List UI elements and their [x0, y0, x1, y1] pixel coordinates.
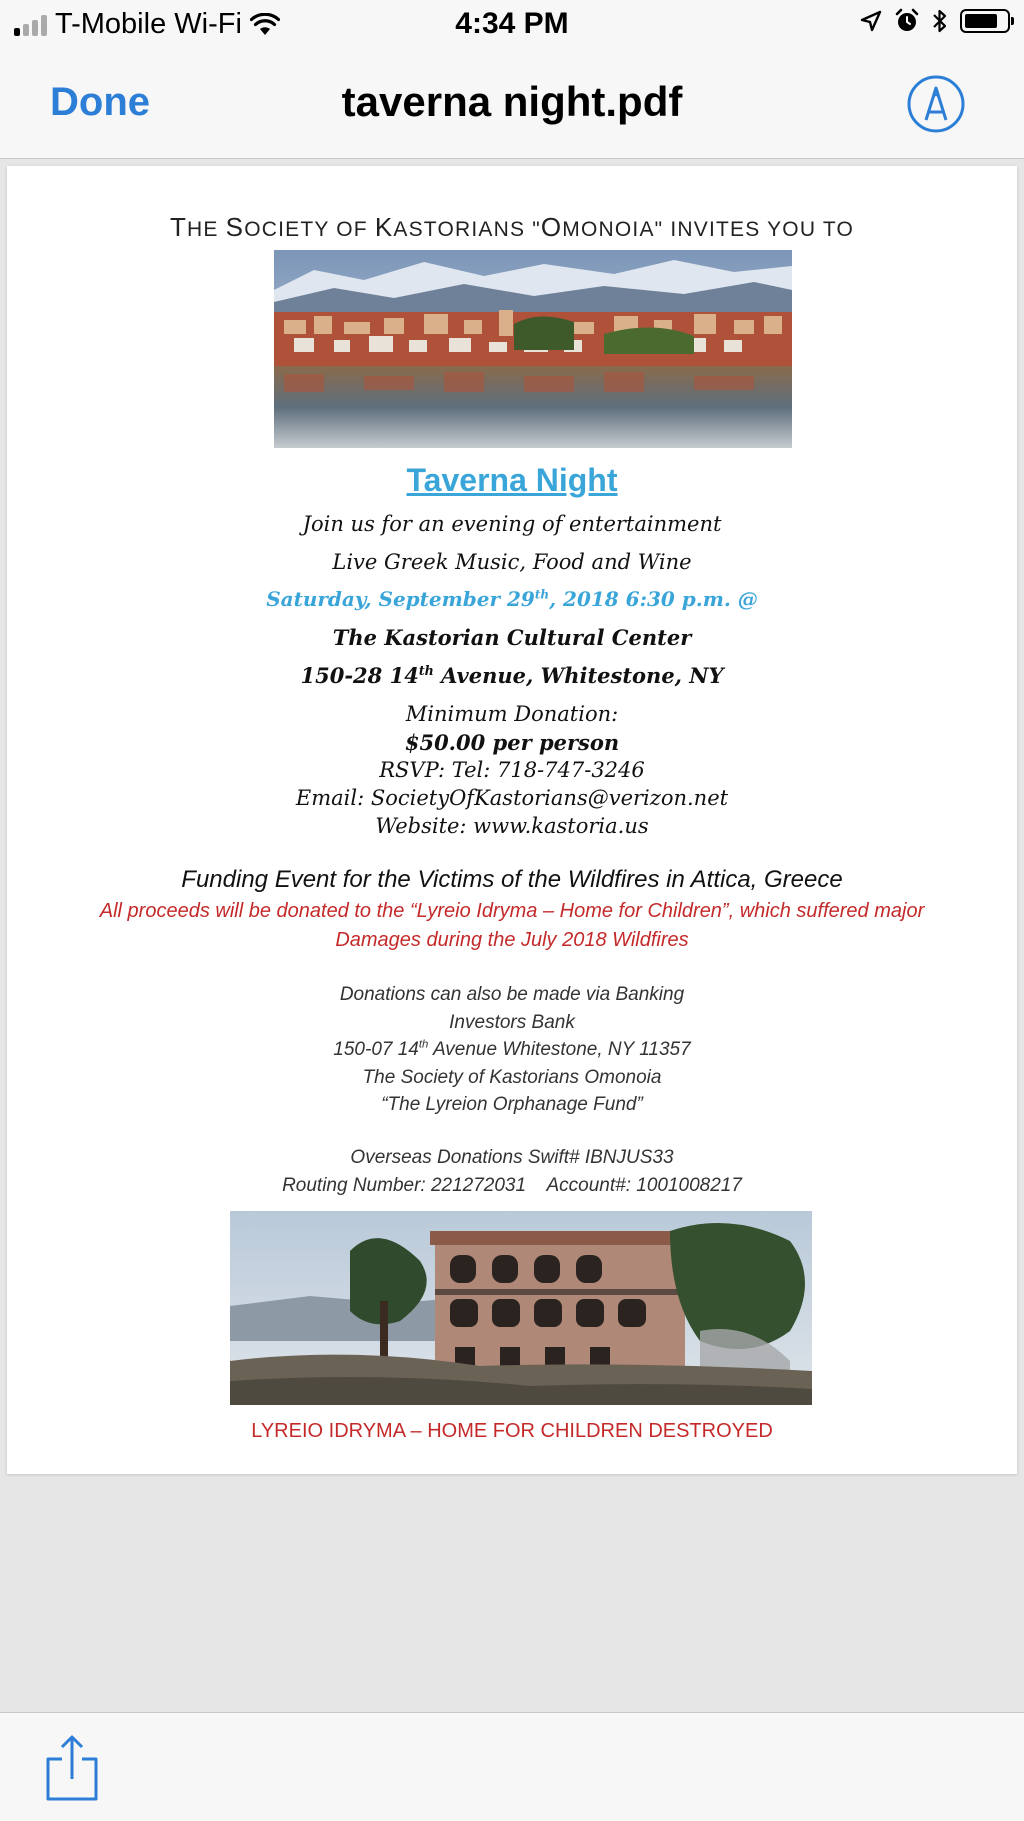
address-ordinal: th — [418, 663, 434, 678]
invite-word: OCIETY OF — [244, 218, 375, 241]
bank-address-number: 150-07 14 — [333, 1039, 419, 1060]
contact-email: Email: SocietyOfKastorians@verizon.net — [295, 786, 729, 810]
date-text: Saturday, September 29 — [266, 587, 535, 611]
address-number: 150-28 14 — [300, 663, 419, 688]
funding-heading: Funding Event for the Victims of the Wildfires in Attica, Greece — [181, 866, 843, 893]
routing-line — [7, 1175, 1017, 1197]
photo-caption: LYREIO IDRYMA – HOME FOR CHILDREN DESTROYED — [251, 1420, 773, 1442]
account-holder: The Society of Kastorians Omonoia — [362, 1067, 662, 1088]
website-line: Website: www.kastoria.us — [375, 814, 649, 838]
proceeds-line-2: Damages during the July 2018 Wildfires — [335, 929, 689, 951]
share-icon[interactable] — [44, 1733, 100, 1803]
bottom-toolbar — [0, 1712, 1024, 1821]
markup-pen-icon[interactable] — [906, 74, 966, 134]
alarm-icon — [894, 8, 920, 34]
min-donation-label: Minimum Donation: — [405, 702, 619, 726]
document-title: taverna night.pdf — [341, 78, 683, 125]
join-line: Join us for an evening of entertainment — [302, 512, 722, 536]
bank-address-rest: Avenue Whitestone, NY 11357 — [428, 1039, 691, 1060]
date-ordinal: th — [534, 587, 550, 602]
swift-line: Overseas Donations Swift# IBNJUS33 — [350, 1147, 674, 1168]
status-time: 4:34 PM — [455, 7, 569, 40]
bank-address-ordinal: th — [418, 1038, 429, 1051]
venue-address — [7, 663, 1017, 688]
invite-cap-letter: T — [169, 212, 188, 242]
bank-address — [7, 1039, 1017, 1061]
kastoria-town-photo — [274, 250, 792, 448]
navigation-bar — [0, 50, 1024, 159]
bank-name: Investors Bank — [449, 1012, 575, 1033]
battery-icon — [960, 9, 1010, 33]
event-title: Taverna Night — [406, 462, 618, 498]
event-date — [7, 587, 1017, 611]
fund-name: “The Lyreion Orphanage Fund” — [381, 1094, 643, 1115]
proceeds-line-1: All proceeds will be donated to the “Lyreio Idryma – Home for Children”, which suffered major — [99, 900, 925, 922]
invitation-heading — [7, 212, 1017, 243]
battery-level-fill — [965, 14, 997, 28]
pdf-page — [7, 166, 1017, 1474]
banking-line-1: Donations can also be made via Banking — [339, 984, 685, 1005]
invite-word: HE — [187, 218, 226, 241]
venue-name: The Kastorian Cultural Center — [332, 625, 692, 650]
status-bar — [0, 0, 1024, 50]
status-right — [860, 8, 1010, 34]
invite-word: MONOIA" INVITES YOU TO — [562, 218, 855, 241]
carrier-label: T-Mobile Wi-Fi — [55, 8, 242, 40]
address-rest: Avenue, Whitestone, NY — [433, 663, 724, 688]
date-time: , 2018 6:30 p.m. @ — [549, 587, 758, 611]
invite-cap-letter: K — [374, 212, 394, 242]
music-line: Live Greek Music, Food and Wine — [332, 550, 692, 574]
burned-building-photo — [230, 1211, 812, 1405]
rsvp-phone: RSVP: Tel: 718-747-3246 — [379, 758, 645, 782]
routing-text: Routing Number: 221272031 Account#: 1001008217 — [282, 1175, 742, 1196]
donation-price: $50.00 per person — [404, 730, 620, 755]
bluetooth-icon — [932, 8, 948, 34]
invite-word: ASTORIANS " — [393, 218, 541, 241]
invite-cap-letter: O — [540, 212, 563, 242]
invite-cap-letter: S — [225, 212, 245, 242]
done-button[interactable]: Done — [50, 80, 150, 124]
location-icon — [860, 10, 882, 32]
